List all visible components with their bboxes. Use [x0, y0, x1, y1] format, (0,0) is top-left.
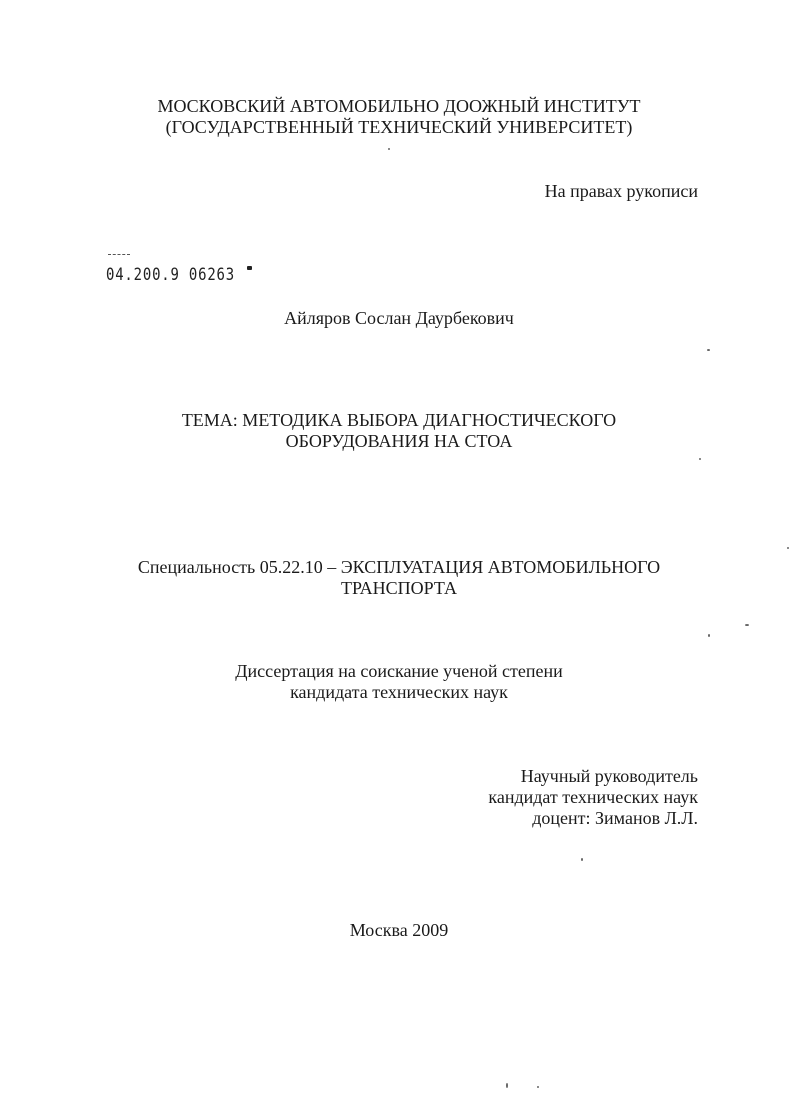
scan-speck — [787, 547, 789, 549]
scan-speck — [707, 349, 710, 351]
registration-stamp: 04.200.9 06263 — [106, 265, 235, 285]
scan-speck — [699, 458, 701, 460]
degree-line2: кандидата технических наук — [290, 682, 508, 702]
institute-name-line2: (ГОСУДАРСТВЕННЫЙ ТЕХНИЧЕСКИЙ УНИВЕРСИТЕТ) — [165, 117, 633, 137]
topic-line1: ТЕМА: МЕТОДИКА ВЫБОРА ДИАГНОСТИЧЕСКОГО — [181, 410, 617, 430]
topic-line2: ОБОРУДОВАНИЯ НА СТОА — [285, 431, 513, 451]
city-year: Москва 2009 — [349, 920, 449, 940]
scan-speck — [708, 634, 710, 637]
supervisor-degree: кандидат технических наук — [488, 787, 698, 807]
author-name: Айляров Сослан Даурбекович — [284, 308, 514, 328]
specialty-line1: Специальность 05.22.10 – ЭКСПЛУАТАЦИЯ АВТОМОБИЛЬНОГО — [137, 557, 661, 577]
stamp-dot — [247, 266, 252, 270]
stamp-mark — [108, 254, 130, 257]
supervisor-title: Научный руководитель — [520, 766, 698, 786]
scan-speck — [388, 148, 390, 150]
scan-speck — [581, 858, 583, 861]
specialty-line2: ТРАНСПОРТА — [340, 578, 458, 598]
scan-speck — [506, 1083, 508, 1088]
degree-line1: Диссертация на соискание ученой степени — [235, 661, 563, 681]
supervisor-name: доцент: Зиманов Л.Л. — [532, 808, 698, 828]
institute-name-line1: МОСКОВСКИЙ АВТОМОБИЛЬНО ДООЖНЫЙ ИНСТИТУТ — [157, 96, 641, 116]
scan-speck — [745, 624, 749, 626]
manuscript-rights-note: На правах рукописи — [544, 181, 698, 201]
scan-speck — [537, 1086, 539, 1088]
